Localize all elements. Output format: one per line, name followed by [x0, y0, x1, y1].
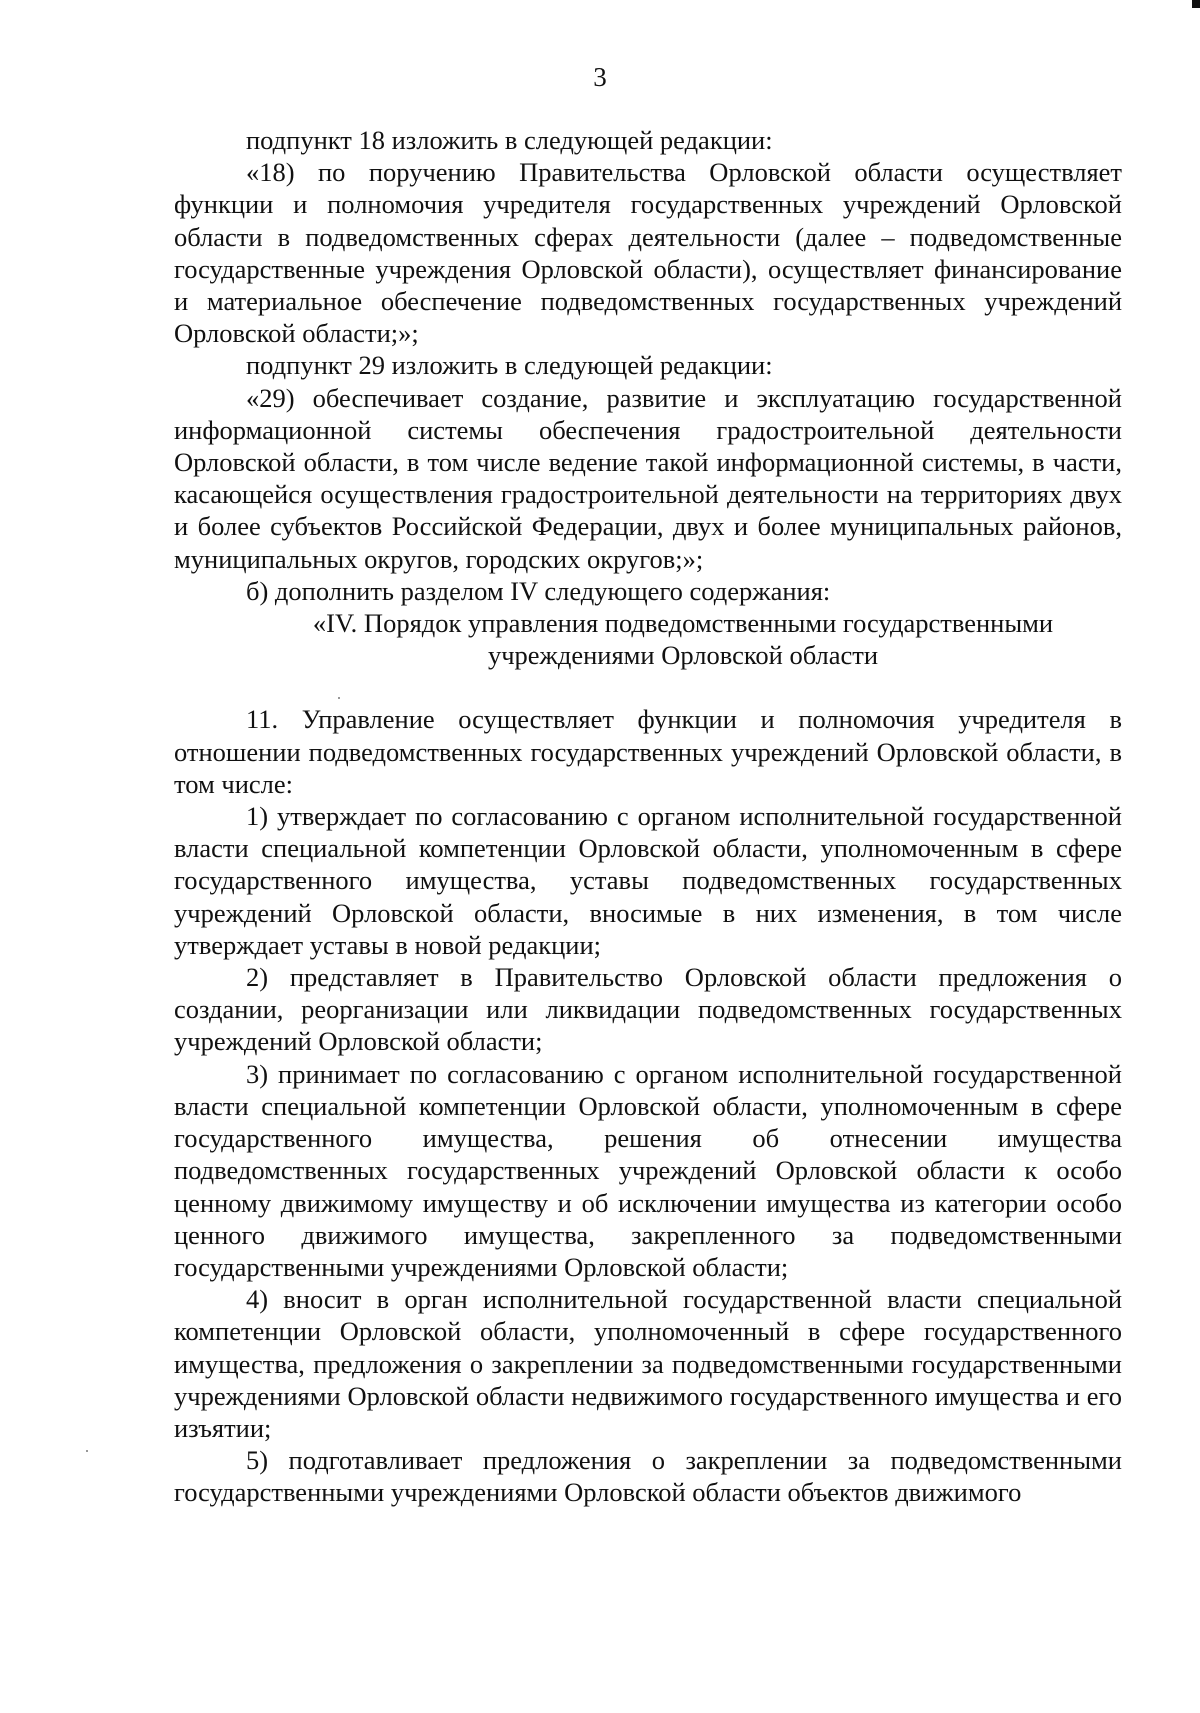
section-title-line-2: учреждениями Орловской области	[487, 640, 879, 671]
paragraph-subpoint-18-text: «18) по поручению Правительства Орловской области осуществляет функции и полномочия учредителя государственных учреждений Орловской области в подведомственных сферах деятельности (далее – подведомственные государственные учреждения Орловской области), осуществляет финансирование и материальное обеспечение подведомственных государственных учреждений Орловской области;»;	[174, 157, 1122, 349]
paragraph-subpoint-29-intro: подпункт 29 изложить в следующей редакции:	[246, 350, 773, 381]
scan-speck	[338, 697, 340, 699]
document-body	[174, 124, 1122, 1509]
item-2: 2) представляет в Правительство Орловской области предложения о создании, реорганизации или ликвидации подведомственных государственных учреждений Орловской области;	[174, 962, 1122, 1057]
page-number: 3	[593, 62, 607, 92]
item-11: 11. Управление осуществляет функции и полномочия учредителя в отношении подведомственных государственных учреждений Орловской области, в том числе:	[174, 704, 1122, 799]
paragraph-subpoint-18-intro: подпункт 18 изложить в следующей редакции:	[246, 125, 773, 155]
item-3: 3) принимает по согласованию с органом исполнительной государственной власти специальной компетенции Орловской области, уполномоченным в сфере государственного имущества, решения об отнесении имущества подведомственных государственных учреждений Орловской области к особо ценному движимому имуществу и об исключении имущества из категории особо ценного движимого имущества, закрепленного за подведомственными государственными учреждениями Орловской области;	[174, 1058, 1122, 1282]
section-spacer	[174, 671, 1122, 703]
scan-speck	[86, 1450, 88, 1452]
section-title-line-1: «IV. Порядок управления подведомственными государственными	[312, 608, 1054, 639]
item-1: 1) утверждает по согласованию с органом исполнительной государственной власти специальной компетенции Орловской области, уполномоченным в сфере государственного имущества, уставы подведомственных государственных учреждений Орловской области, вносимые в них изменения, в том числе утверждает уставы в новой редакции;	[174, 801, 1122, 960]
paragraph-subpoint-29-text: «29) обеспечивает создание, развитие и эксплуатацию государственной информационной системы обеспечения градостроительной деятельности Орловской области, в том числе ведение такой информационной системы, в части, касающейся осуществления градостроительной деятельности на территориях двух и более субъектов Российской Федерации, двух и более муниципальных районов, муниципальных округов, городских округов;»;	[174, 382, 1122, 574]
scan-corner-mark	[1192, 0, 1200, 8]
paragraph-section-iv-intro: б) дополнить разделом IV следующего содержания:	[246, 575, 831, 606]
item-4: 4) вносит в орган исполнительной государственной власти специальной компетенции Орловской области, уполномоченный в сфере государственного имущества, предложения о закреплении за подведомственными государственными учреждениями Орловской области недвижимого государственного имущества и его изъятии;	[174, 1284, 1122, 1443]
item-5: 5) подготавливает предложения о закреплении за подведомственными государственными учреждениями Орловской области объектов движимого	[174, 1445, 1122, 1508]
